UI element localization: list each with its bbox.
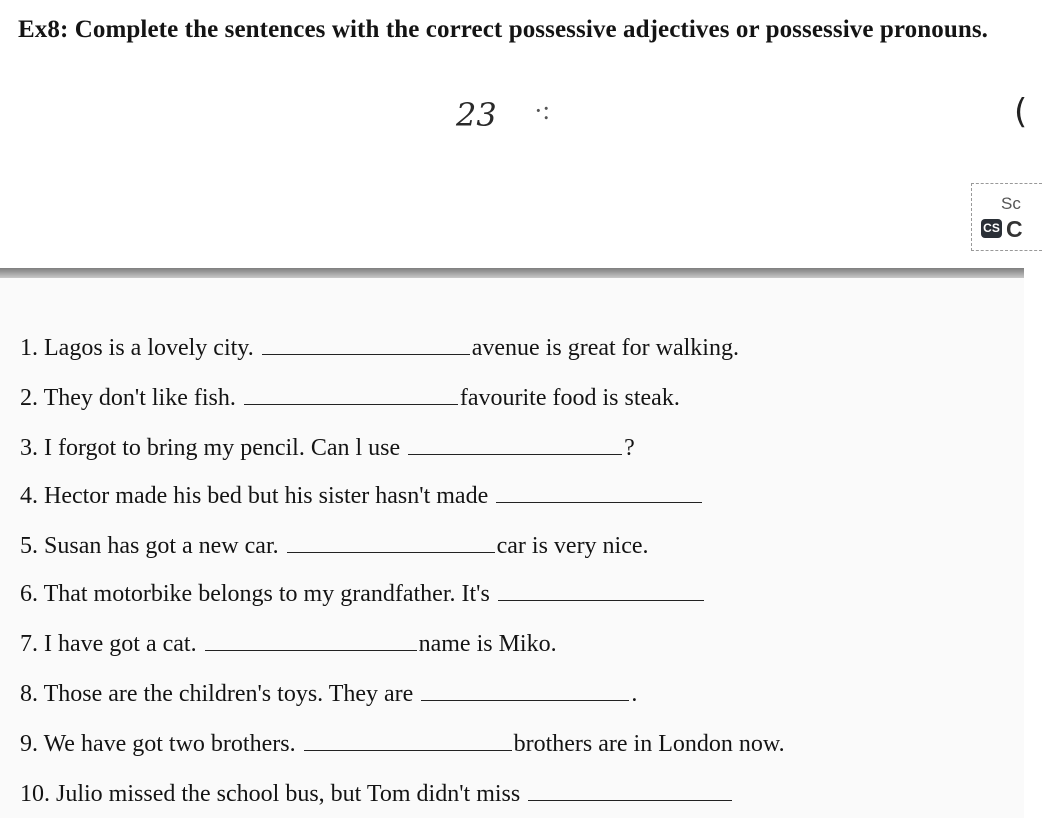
sentence-item <box>20 530 649 561</box>
sentence-text-before: I have got a cat. <box>44 631 197 657</box>
camscanner-logo-icon: CS <box>981 219 1002 238</box>
scanner-watermark <box>971 183 1042 251</box>
answer-blank[interactable] <box>421 678 629 701</box>
sentence-number: 7. <box>20 631 38 657</box>
exercise-heading: Ex8: Complete the sentences with the correct possessive adjectives or possessive pronouns. <box>18 16 989 43</box>
sentence-number: 10. <box>20 781 50 807</box>
edge-bracket-mark: ( <box>1014 92 1028 132</box>
sentence-text-before: That motorbike belongs to my grandfather. It's <box>43 581 490 607</box>
sentence-number: 5. <box>20 533 38 559</box>
sentence-number: 8. <box>20 681 38 707</box>
scanner-watermark-letter: C <box>1006 216 1023 242</box>
exercise-sentences <box>0 278 1024 818</box>
sentence-item <box>20 678 637 709</box>
handwritten-mark: 23 <box>456 96 497 134</box>
answer-blank[interactable] <box>528 778 732 801</box>
handwritten-dots: ·: <box>534 96 550 125</box>
sentence-text-before: Julio missed the school bus, but Tom didn't miss <box>56 781 521 807</box>
sentence-text-after: brothers are in London now. <box>513 731 785 757</box>
answer-blank[interactable] <box>287 530 495 553</box>
sentence-text-before: They don't like fish. <box>43 385 236 411</box>
sentence-text-before: Hector made his bed but his sister hasn't made <box>44 483 489 509</box>
sentence-number: 9. <box>20 731 38 757</box>
sentence-item <box>20 778 734 809</box>
page-divider <box>0 268 1024 278</box>
sentence-number: 2. <box>20 385 38 411</box>
answer-blank[interactable] <box>496 480 702 503</box>
worksheet-header-area <box>0 0 1028 268</box>
sentence-text-before: Those are the children's toys. They are <box>43 681 414 707</box>
sentence-text-after: . <box>631 681 638 707</box>
answer-blank[interactable] <box>304 728 512 751</box>
sentence-text-after: ? <box>624 435 635 461</box>
sentence-number: 6. <box>20 581 38 607</box>
sentence-item <box>20 432 635 463</box>
sentence-item <box>20 382 680 413</box>
sentence-text-after: favourite food is steak. <box>459 385 680 411</box>
scanner-watermark-text: Sc <box>1001 194 1021 213</box>
answer-blank[interactable] <box>262 332 470 355</box>
sentence-text-after: avenue is great for walking. <box>471 335 739 361</box>
sentence-text-after: car is very nice. <box>496 533 649 559</box>
sentence-text-before: Lagos is a lovely city. <box>44 335 254 361</box>
sentence-text-before: We have got two brothers. <box>43 731 296 757</box>
sentence-number: 3. <box>20 435 38 461</box>
sentence-text-after: name is Miko. <box>418 631 557 657</box>
answer-blank[interactable] <box>408 432 622 455</box>
answer-blank[interactable] <box>205 628 417 651</box>
sentence-text-before: Susan has got a new car. <box>44 533 279 559</box>
sentence-item <box>20 728 785 759</box>
sentence-text-before: I forgot to bring my pencil. Can l use <box>44 435 401 461</box>
sentence-item <box>20 332 739 363</box>
sentence-item <box>20 578 706 609</box>
sentence-item <box>20 628 557 659</box>
sentence-number: 4. <box>20 483 38 509</box>
sentence-item <box>20 480 704 511</box>
sentence-number: 1. <box>20 335 38 361</box>
answer-blank[interactable] <box>498 578 704 601</box>
answer-blank[interactable] <box>244 382 458 405</box>
